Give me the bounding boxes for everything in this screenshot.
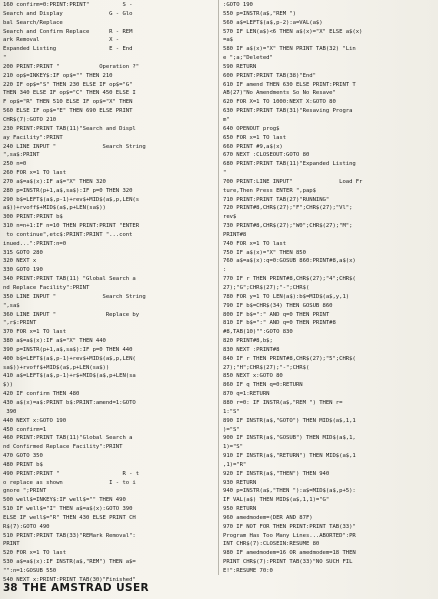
code-line: 590 RETURN	[223, 63, 257, 70]
code-line: ELSE IF well$="R" THEN 430 ELSE PRINT CH	[3, 514, 136, 521]
code-line: 390 p=INSTR(p+1,a$,sa$):IF p=0 THEN 440	[3, 346, 133, 353]
code-line: 490 PRINT:PRINT " R - t	[3, 470, 140, 477]
code-line: rev$	[223, 214, 237, 221]
code-line: 550 p=INSTR(a$,"REM ")	[223, 10, 296, 17]
code-line: 390	[3, 408, 17, 415]
code-line: 770 IF r THEN PRINT#8,CHR$(27);"4";CHR$(	[223, 276, 356, 283]
code-line: 950 RETURN	[223, 506, 257, 513]
code-line: PRINT#8	[223, 231, 247, 238]
code-line: 600 PRINT:PRINT TAB(38)"End"	[223, 72, 316, 79]
code-line: 470 GOTO 350	[3, 453, 43, 460]
code-line: 400 b$=LEFT$(a$,p-1)+rev$+MID$(a$,p,LEN(	[3, 355, 136, 362]
code-line: nd Replace Facility":PRINT	[3, 285, 90, 291]
code-line: INT CHR$(7):CLOSEIN:RESUME 80	[223, 541, 320, 548]
page-number: 38	[3, 582, 18, 594]
code-line: 900 IF INSTR(a$,"GOSUB") THEN MID$(a$,1,	[223, 435, 356, 442]
code-line: #8,TAB(10)"":GOTO 830	[223, 329, 293, 336]
code-line: :GOTO 190	[223, 2, 253, 8]
code-line: $))	[3, 382, 13, 389]
code-line: 570 IF LEN(a$)<6 THEN a$(x)="X" ELSE a$(x)	[223, 28, 363, 35]
code-line: "	[3, 55, 7, 62]
code-line: 810 IF b$=":" AND q=0 THEN PRINT#8	[223, 320, 336, 327]
magazine-title: THE AMSTRAD USER	[22, 582, 150, 594]
code-line: 420 IF confirm THEN 480	[3, 391, 80, 398]
code-line: )="S"	[223, 426, 240, 433]
code-line: 940 p=INSTR(a$,"THEN "):a$=MID$(a$,p+5):	[223, 488, 356, 495]
code-line: 315 GOTO 280	[3, 249, 43, 256]
code-line: 160 confirm=0:PRINT:PRINT" S -	[3, 2, 133, 8]
code-line: 800 IF b$=":" AND q=0 THEN PRINT	[223, 311, 330, 318]
code-line: 700 PRINT:LINE INPUT" Load Fr	[223, 178, 363, 185]
code-line: 280 p=INSTR(p+1,a$,sa$):IF p=0 THEN 320	[3, 187, 133, 194]
code-line: 330 GOTO 190	[3, 267, 43, 274]
code-line: Search and Confirm Replace R - REM	[3, 28, 133, 35]
code-line: 680 PRINT:PRINT TAB(11)"Expanded Listing	[223, 161, 356, 168]
code-line: 310 n=n+1:IF n=10 THEN PRINT:PRINT "ENTER	[3, 223, 140, 230]
code-line: 670 NEXT :CLOSEOUT:GOTO 80	[223, 152, 310, 159]
code-line: 760 a$=a$(x):q=0:GOSUB 860:PRINT#8,a$(x)	[223, 258, 356, 265]
code-line: 210 op$=INKEY$:IF op$="" THEN 210	[3, 72, 113, 79]
code-line: 850 NEXT x:GOTO 80	[223, 373, 283, 380]
column-divider	[218, 0, 219, 575]
code-line: AB(27)"No Amendments So No Resave"	[223, 90, 336, 97]
code-line: 380 a$=a$(x):IF a$="X" THEN 440	[3, 338, 106, 345]
code-line: 730 PRINT#8,CHR$(27);"W0";CHR$(27);"M";	[223, 223, 353, 230]
code-line: 250 n=0	[3, 161, 27, 168]
code-line: inued...":PRINT:n=0	[3, 240, 67, 247]
listing-column-left	[3, 1, 215, 585]
code-line: 440 NEXT x:GOTO 190	[3, 417, 67, 424]
code-line: o replace as shown I - to i	[3, 479, 136, 486]
code-line: 580 IF a$(x)="X" THEN PRINT TAB(32) "Lin	[223, 46, 356, 53]
code-line: e ";a;"Deleted"	[223, 55, 273, 62]
code-line: "	[223, 170, 227, 177]
code-line: 510 PRINT:PRINT TAB(33)"REMark Removal":	[3, 532, 136, 539]
code-line: 740 FOR x=1 TO last	[223, 240, 287, 247]
code-line: PRINT CHR$(7):PRINT TAB(33)"NO SUCH FIL	[223, 559, 353, 566]
code-line: 460 PRINT:PRINT TAB(11)"Global Search a	[3, 435, 133, 442]
code-line: ,1)="R"	[223, 461, 247, 468]
code-line: 500 well$=INKEY$:IF well$="" THEN 490	[3, 497, 126, 504]
code-line: 1:"S"	[223, 408, 240, 415]
code-line: 970 IF NOT FOR THEN PRINT:PRINT TAB(33)"	[223, 523, 356, 530]
code-line: 780 FOR y=1 TO LEN(a$):b$=MID$(a$,y,1)	[223, 293, 350, 300]
code-line: a$))+rvoff$+MID$(a$,p+LEN(sa$))	[3, 205, 106, 212]
code-line: 300 PRINT:PRINT b$	[3, 214, 63, 221]
code-line: 920 IF INSTR(a$,"THEN") THEN 940	[223, 470, 330, 477]
code-line: 610 IF amend THEN 630 ELSE PRINT:PRINT T	[223, 81, 356, 88]
code-line: 980 IF amedmodem=16 OR amedmodem=18 THEN	[223, 550, 356, 557]
code-line: 450 confirm=1	[3, 426, 47, 433]
code-line: 230 PRINT:PRINT TAB(11)"Search and Displ	[3, 125, 136, 132]
code-line: 370 FOR x=1 TO last	[3, 329, 67, 336]
code-line: gnore ";PRINT	[3, 488, 47, 495]
code-line: IF VAL(a$) THEN MID$(a$,1,1)="G"	[223, 497, 330, 504]
code-line: =a$	[223, 37, 233, 44]
code-line: 660 PRINT #9,a$(x)	[223, 143, 283, 150]
code-line: 320 NEXT x	[3, 258, 37, 265]
code-line: 290 b$=LEFT$(a$,p-1)+rev$+MID$(a$,p,LEN(s	[3, 196, 140, 203]
code-line: 1)="S"	[223, 444, 243, 451]
code-line: ark Removal X -	[3, 37, 120, 44]
code-line: ",sa$	[3, 302, 20, 309]
code-line: 880 r=0: IF INSTR(a$,"REM ") THEN r=	[223, 399, 343, 406]
code-line: Program Has Too Many Lines...ABORTED":PR	[223, 532, 356, 539]
code-line: "":n=1:GOSUB 550	[3, 568, 57, 574]
code-line: 860 IF q THEN q=0:RETURN	[223, 382, 303, 389]
code-line: 410 a$=LEFT$(a$,p-1)+r$+MID$(a$,p+LEN(sa	[3, 373, 136, 380]
code-line: 27);"H";CHR$(27);"-";CHR$(	[223, 364, 310, 371]
code-line: 620 FOR X=1 TO 1000:NEXT X:GOTO 80	[223, 99, 336, 106]
code-line: sa$))+rvoff$+MID$(a$,p+LEN(sa$))	[3, 364, 110, 371]
code-line: 820 PRINT#8,b$;	[223, 338, 273, 345]
code-line: 930 RETURN	[223, 479, 257, 486]
code-line: 830 NEXT :PRINT#8	[223, 346, 280, 353]
code-line: 510 IF well$="I" THEN a$=a$(x):GOTO 390	[3, 506, 133, 513]
code-line: 560 a$=LEFT$(a$,p-2):a=VAL(a$)	[223, 19, 323, 26]
code-line: Search and Display G - Glo	[3, 10, 133, 17]
code-line: ay Facility":PRINT	[3, 134, 63, 141]
code-line: 520 FOR x=1 TO last	[3, 550, 67, 557]
code-line: 870 q=1:RETURN	[223, 391, 270, 398]
code-line: ture,Then Press ENTER ",pap$	[223, 187, 316, 194]
code-line: 640 OPENOUT prog$	[223, 125, 280, 132]
code-line: 630 PRINT:PRINT TAB(31)"Resaving Progra	[223, 108, 353, 115]
code-line: 270 a$=a$(x):IF a$="X" THEN 320	[3, 178, 106, 185]
code-line: 910 IF INSTR(a$,"RETURN") THEN MID$(a$,1	[223, 453, 356, 460]
code-line: 650 FOR x=1 TO last	[223, 134, 287, 141]
code-line: ",r$:PRINT	[3, 320, 37, 327]
code-line: THEN 340 ELSE IF op$="C" THEN 450 ELSE I	[3, 90, 136, 97]
code-line: m"	[223, 116, 230, 123]
code-line: Expanded Listing E - End	[3, 46, 133, 53]
code-line: 960 amedmodem=(DER AND 87F)	[223, 514, 313, 521]
code-line: bal Search/Replace	[3, 19, 63, 26]
code-line: 200 PRINT:PRINT " Operation ?"	[3, 63, 140, 70]
code-line: 220 IF op$="S" THEN 230 ELSE IF op$="G"	[3, 81, 133, 88]
code-line: 340 PRINT:PRINT TAB(11) "Global Search a	[3, 276, 136, 283]
listing-column-right	[223, 1, 436, 576]
code-line: 840 IF r THEN PRINT#8,CHR$(27);"5";CHR$(	[223, 355, 356, 362]
code-line: F op$="R" THEN 510 ELSE IF op$="X" THEN	[3, 99, 133, 106]
code-line: R$(7):GOTO 490	[3, 523, 50, 530]
code-line: 260 FOR x=1 TO last	[3, 170, 67, 177]
page-footer	[3, 582, 149, 596]
code-line: ",sa$:PRINT	[3, 152, 40, 159]
code-line: 750 IF a$(x)="X" THEN 850	[223, 249, 306, 256]
code-line: CHR$(7):GOTO 210	[3, 116, 57, 123]
code-line: 890 IF INSTR(a$,"GOTO") THEN MID$(a$,1,1	[223, 417, 356, 424]
code-line: 560 ELSE IF op$="E" THEN 690 ELSE PRINT	[3, 108, 133, 115]
code-line: 430 a$(x)=a$:PRINT b$:PRINT:amend=1:GOTO	[3, 399, 136, 406]
code-line: 710 PRINT:PRINT TAB(27)"RUNNING"	[223, 196, 330, 203]
code-line: nd Confirmed Replace Facility":PRINT	[3, 444, 123, 451]
code-line: 27);"G";CHR$(27);"-";CHR$(	[223, 285, 310, 291]
code-line: to continue",etc$:PRINT:PRINT "...cont	[3, 231, 133, 238]
code-line: 350 LINE INPUT " Search String	[3, 293, 146, 300]
code-line: 720 PRINT#8,CHR$(27);"F";CHR$(27);"Vl";	[223, 205, 353, 212]
code-line: :	[223, 267, 227, 274]
code-line: PRINT	[3, 541, 20, 548]
code-line: E!":RESUME 70:0	[223, 568, 273, 574]
code-line: 530 a$=a$(x):IF INSTR(a$,"REM") THEN a$=	[3, 559, 136, 566]
code-line: 540 NEXT x:PRINT:PRINT TAB(30)"Finished"	[3, 576, 136, 583]
code-line: 480 PRINT b$	[3, 461, 43, 468]
code-line: 790 IF b$=CHR$(34) THEN GOSUB 860	[223, 302, 333, 309]
code-line: 360 LINE INPUT " Replace by	[3, 311, 140, 318]
code-line: 240 LINE INPUT " Search String	[3, 143, 146, 150]
